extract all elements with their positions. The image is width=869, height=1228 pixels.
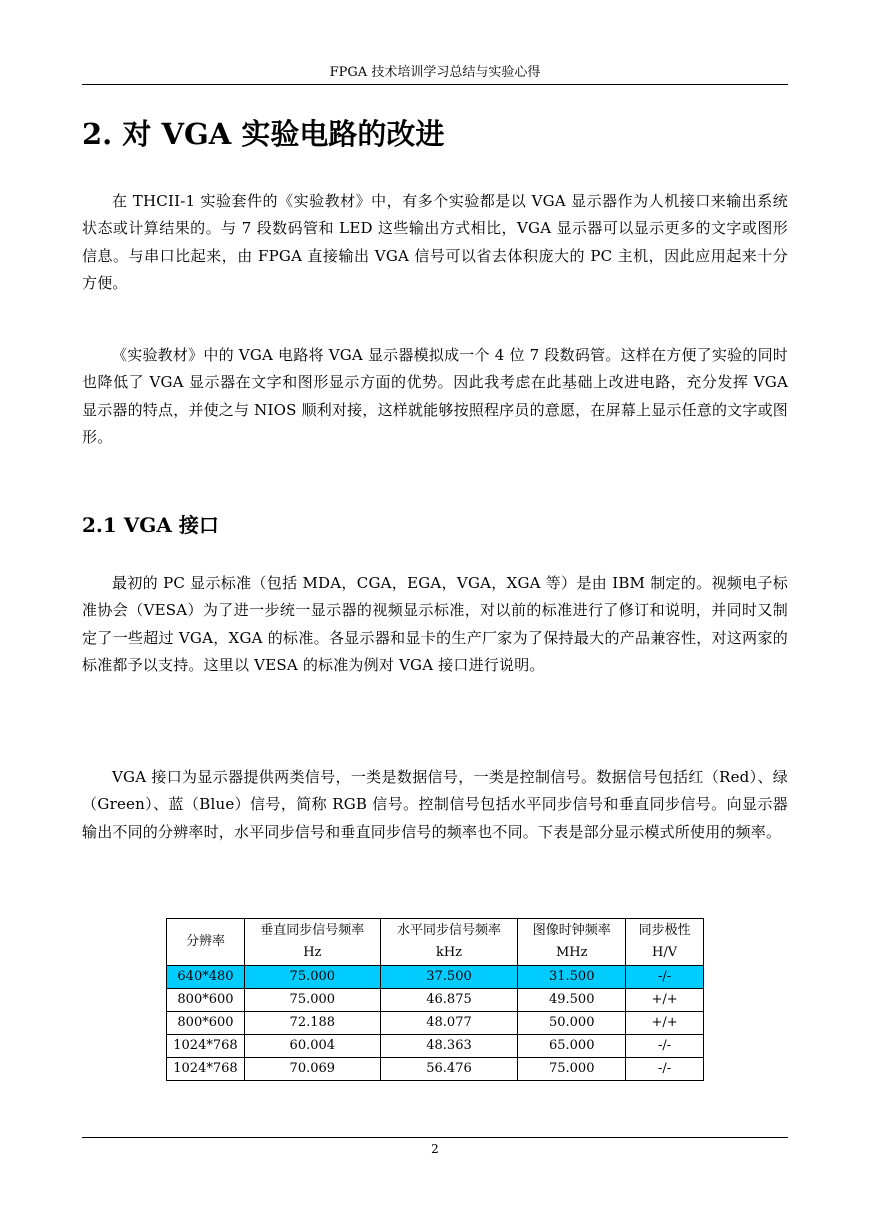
table-row [167, 1012, 704, 1035]
table-cell: 800*600 [167, 989, 245, 1012]
table-cell: +/+ [626, 1012, 704, 1035]
table-header-cell [626, 919, 704, 966]
table-cell: 37.500 [380, 966, 518, 989]
header-label: 图像时钟频率 [532, 923, 611, 938]
header-label: 水平同步信号频率 [396, 923, 501, 938]
header-unit: H/V [652, 945, 678, 960]
table-header-cell [244, 919, 380, 966]
table-cell: 75.000 [518, 1058, 626, 1081]
table-cell: 46.875 [380, 989, 518, 1012]
table-cell: 70.069 [244, 1058, 380, 1081]
table-cell: 75.000 [244, 989, 380, 1012]
table-cell: -/- [626, 966, 704, 989]
table-cell: 75.000 [244, 966, 380, 989]
table-cell: +/+ [626, 989, 704, 1012]
table-cell: -/- [626, 1058, 704, 1081]
table-header-cell [518, 919, 626, 966]
table-cell: -/- [626, 1035, 704, 1058]
header-rule [82, 84, 788, 85]
header-unit: kHz [435, 945, 463, 960]
table-cell: 65.000 [518, 1035, 626, 1058]
frequency-table [166, 918, 704, 1081]
table-cell: 31.500 [518, 966, 626, 989]
table-header-cell [167, 919, 245, 966]
table-cell: 48.077 [380, 1012, 518, 1035]
paragraph-vga-signals: VGA 接口为显示器提供两类信号，一类是数据信号，一类是控制信号。数据信号包括红（Red）、绿（Green）、蓝（Blue）信号，简称 RGB 信号。控制信号包括水平同步信号和垂直同步信号。向显示器输出不同的分辨率时，水平同步信号和垂直同步信号的频率也不同。下表是部分显示模式所使用的频率。 [82, 768, 788, 841]
header-label: 同步极性 [638, 923, 691, 938]
page-number: 2 [431, 1142, 439, 1156]
table-cell: 50.000 [518, 1012, 626, 1035]
footer-rule [82, 1137, 788, 1138]
paragraph-intro: 在 THCII-1 实验套件的《实验教材》中，有多个实验都是以 VGA 显示器作为人机接口来输出系统状态或计算结果的。与 7 段数码管和 LED 这些输出方式相比，VGA 显示器可以显示更多的文字或图形信息。与串口比起来，由 FPGA 直接输出 VGA 信号可以省去体积庞大的 PC 主机，因此应用起来十分方便。 [82, 192, 788, 292]
header-label: 分辨率 [185, 934, 225, 949]
table-cell: 49.500 [518, 989, 626, 1012]
table-cell: 1024*768 [167, 1035, 245, 1058]
table-cell: 640*480 [167, 966, 245, 989]
table-cell: 60.004 [244, 1035, 380, 1058]
section-title: 2. 对 VGA 实验电路的改进 [82, 117, 445, 151]
header-label: 垂直同步信号频率 [260, 923, 365, 938]
header-unit: MHz [555, 945, 588, 960]
table-cell: 1024*768 [167, 1058, 245, 1081]
paragraph-motivation: 《实验教材》中的 VGA 电路将 VGA 显示器模拟成一个 4 位 7 段数码管。这样在方便了实验的同时也降低了 VGA 显示器在文字和图形显示方面的优势。因此我考虑在此基础上改进电路，充分发挥 VGA 显示器的特点，并使之与 NIOS 顺利对接，这样就能够按照程序员的意愿，在屏幕上显示任意的文字或图形。 [82, 346, 788, 446]
table-cell: 48.363 [380, 1035, 518, 1058]
table-header-cell [380, 919, 518, 966]
table-cell: 800*600 [167, 1012, 245, 1035]
paragraph-vga-history: 最初的 PC 显示标准（包括 MDA，CGA，EGA，VGA，XGA 等）是由 IBM 制定的。视频电子标准协会（VESA）为了进一步统一显示器的视频显示标准，对以前的标准进行了修订和说明，并同时又制定了一些超过 VGA，XGA 的标准。各显示器和显卡的生产厂家为了保持最大的产品兼容性，对这两家的标准都予以支持。这里以 VESA 的标准为例对 VGA 接口进行说明。 [82, 574, 788, 674]
table-cell: 72.188 [244, 1012, 380, 1035]
table-row [167, 1058, 704, 1081]
running-header: FPGA 技术培训学习总结与实验心得 [329, 65, 541, 80]
table-row [167, 989, 704, 1012]
table-row [167, 1035, 704, 1058]
subsection-title: 2.1 VGA 接口 [82, 513, 219, 537]
header-unit: Hz [303, 945, 322, 960]
table-header-row [167, 919, 704, 966]
table-cell: 56.476 [380, 1058, 518, 1081]
table-row-highlighted [167, 966, 704, 989]
